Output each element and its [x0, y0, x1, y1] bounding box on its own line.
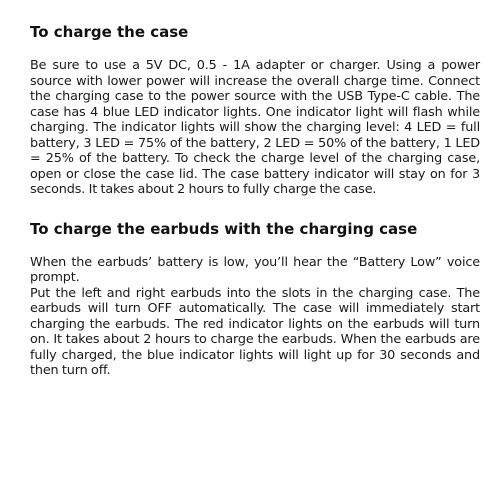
- document-page: [30, 22, 480, 379]
- paragraph: Be sure to use a 5V DC, 0.5 - 1A adapter or charger. Using a power source with lower power will increase the overall charge time. Connect the charging case to the power source with the USB Type-C cable. The case has 4 blue LED indicator lights. One indicator light will flash while charging. The indicator lights will show the charging level: 4 LED = full battery, 3 LED = 75% of the battery, 2 LED = 50% of the battery, 1 LED = 25% of the battery. To check the charge level of the charging case, open or close the case lid. The case battery indicator will stay on for 3 seconds. It takes about 2 hours to fully charge the case.: [30, 58, 480, 197]
- section-heading: To charge the earbuds with the charging case: [30, 219, 418, 238]
- section-charge-earbuds: [30, 219, 480, 379]
- section-charge-case: [30, 22, 480, 198]
- paragraph: Put the left and right earbuds into the slots in the charging case. The earbuds will turn OFF automatically. The case will immediately start charging the earbuds. The red indicator lights on the earbuds will turn on. It takes about 2 hours to charge the earbuds. When the earbuds are fully charged, the blue indicator lights will light up for 30 seconds and then turn off.: [30, 285, 480, 378]
- section-heading: To charge the case: [30, 23, 189, 41]
- paragraph: When the earbuds’ battery is low, you’ll hear the “Battery Low” voice prompt.: [30, 254, 480, 285]
